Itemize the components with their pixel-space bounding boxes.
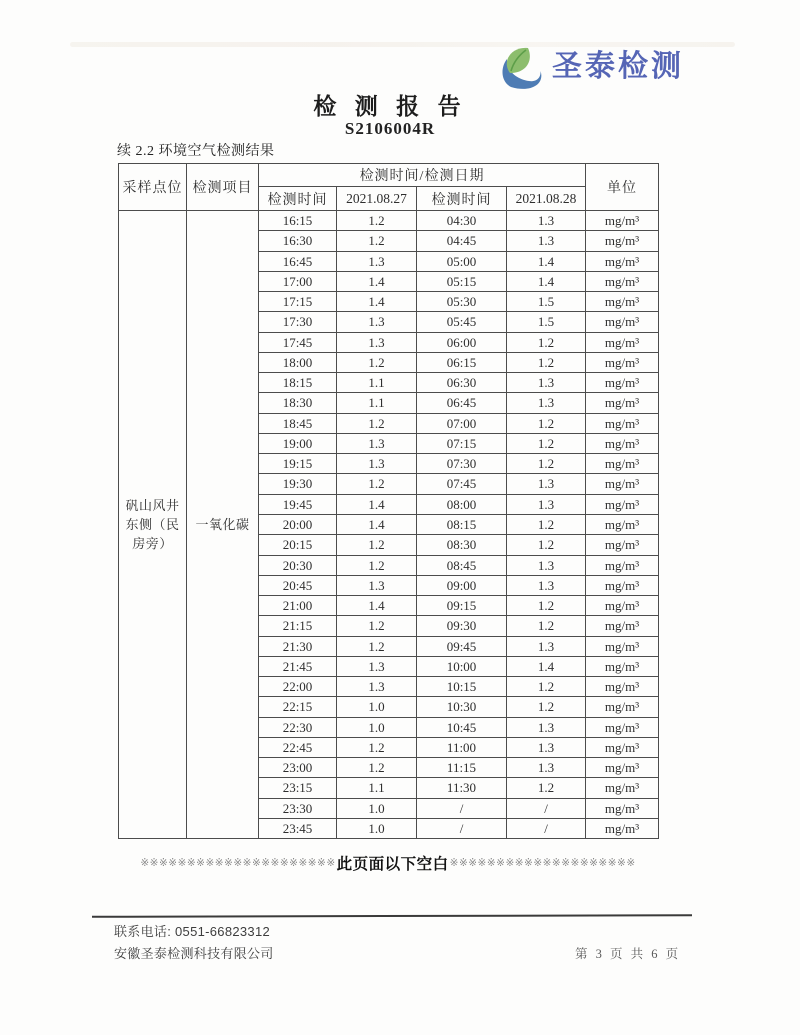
unit-cell: mg/m³ — [586, 413, 659, 433]
time-cell-2: / — [417, 798, 507, 818]
value-cell-2: 1.3 — [507, 737, 586, 757]
value-cell-2: 1.4 — [507, 656, 586, 676]
time-cell-2: 09:45 — [417, 636, 507, 656]
time-cell-2: 08:30 — [417, 535, 507, 555]
unit-cell: mg/m³ — [586, 656, 659, 676]
time-cell-2: 08:15 — [417, 514, 507, 534]
time-cell-1: 21:15 — [259, 616, 337, 636]
value-cell-2: 1.2 — [507, 616, 586, 636]
time-cell-1: 20:15 — [259, 535, 337, 555]
time-cell-2: 09:15 — [417, 596, 507, 616]
time-cell-2: 06:15 — [417, 352, 507, 372]
value-cell-2: 1.2 — [507, 514, 586, 534]
value-cell-1: 1.2 — [337, 535, 417, 555]
table-row — [119, 211, 659, 231]
time-cell-2: 10:00 — [417, 656, 507, 676]
value-cell-2: / — [507, 798, 586, 818]
value-cell-1: 1.1 — [337, 778, 417, 798]
value-cell-1: 1.2 — [337, 555, 417, 575]
time-cell-1: 22:45 — [259, 737, 337, 757]
time-cell-2: 06:30 — [417, 373, 507, 393]
time-cell-2: / — [417, 818, 507, 838]
unit-cell: mg/m³ — [586, 758, 659, 778]
value-cell-2: 1.2 — [507, 352, 586, 372]
value-cell-1: 1.2 — [337, 231, 417, 251]
unit-cell: mg/m³ — [586, 798, 659, 818]
value-cell-2: 1.2 — [507, 596, 586, 616]
unit-cell: mg/m³ — [586, 433, 659, 453]
value-cell-1: 1.2 — [337, 616, 417, 636]
footer-page-number: 第 3 页 共 6 页 — [575, 947, 681, 961]
value-cell-2: 1.3 — [507, 393, 586, 413]
value-cell-1: 1.2 — [337, 211, 417, 231]
time-cell-2: 10:30 — [417, 697, 507, 717]
time-cell-2: 06:45 — [417, 393, 507, 413]
value-cell-2: 1.2 — [507, 778, 586, 798]
value-cell-1: 1.2 — [337, 758, 417, 778]
time-cell-1: 23:15 — [259, 778, 337, 798]
value-cell-1: 1.3 — [337, 251, 417, 271]
time-cell-1: 16:15 — [259, 211, 337, 231]
table-body — [119, 211, 659, 839]
time-cell-2: 06:00 — [417, 332, 507, 352]
blank-below-label: 此页面以下空白 — [336, 856, 449, 873]
value-cell-2: 1.5 — [507, 312, 586, 332]
time-cell-2: 04:30 — [417, 211, 507, 231]
unit-cell: mg/m³ — [586, 454, 659, 474]
blank-below-notice — [110, 852, 666, 874]
value-cell-2: 1.3 — [507, 758, 586, 778]
company-logo — [498, 42, 684, 92]
unit-cell: mg/m³ — [586, 514, 659, 534]
unit-cell: mg/m³ — [586, 292, 659, 312]
leaf-logo-icon — [498, 42, 548, 92]
time-cell-1: 17:00 — [259, 271, 337, 291]
value-cell-1: 1.3 — [337, 433, 417, 453]
value-cell-2: 1.2 — [507, 413, 586, 433]
time-cell-2: 05:30 — [417, 292, 507, 312]
time-cell-1: 17:15 — [259, 292, 337, 312]
value-cell-2: 1.2 — [507, 677, 586, 697]
value-cell-2: 1.3 — [507, 494, 586, 514]
value-cell-1: 1.1 — [337, 393, 417, 413]
time-cell-2: 10:45 — [417, 717, 507, 737]
value-cell-2: 1.5 — [507, 292, 586, 312]
value-cell-2: 1.3 — [507, 373, 586, 393]
value-cell-1: 1.4 — [337, 494, 417, 514]
time-cell-1: 17:30 — [259, 312, 337, 332]
value-cell-1: 1.4 — [337, 596, 417, 616]
unit-cell: mg/m³ — [586, 251, 659, 271]
table-header-row-1 — [119, 164, 659, 187]
value-cell-2: / — [507, 818, 586, 838]
unit-cell: mg/m³ — [586, 717, 659, 737]
value-cell-1: 1.3 — [337, 312, 417, 332]
unit-cell: mg/m³ — [586, 494, 659, 514]
time-cell-2: 07:15 — [417, 433, 507, 453]
footer-phone: 联系电话: 0551-66823312 — [114, 924, 271, 939]
value-cell-2: 1.3 — [507, 575, 586, 595]
time-cell-1: 22:00 — [259, 677, 337, 697]
header-date-2: 2021.08.28 — [507, 187, 586, 211]
time-cell-1: 18:45 — [259, 413, 337, 433]
value-cell-2: 1.3 — [507, 231, 586, 251]
time-cell-2: 05:00 — [417, 251, 507, 271]
air-test-results-table — [118, 163, 659, 839]
value-cell-1: 1.3 — [337, 575, 417, 595]
unit-cell: mg/m³ — [586, 616, 659, 636]
test-item-value: 一氧化碳 — [187, 211, 259, 839]
time-cell-2: 08:45 — [417, 555, 507, 575]
time-cell-2: 08:00 — [417, 494, 507, 514]
time-cell-1: 19:45 — [259, 494, 337, 514]
value-cell-2: 1.3 — [507, 717, 586, 737]
unit-cell: mg/m³ — [586, 271, 659, 291]
unit-cell: mg/m³ — [586, 818, 659, 838]
header-time-date-group: 检测时间/检测日期 — [259, 164, 586, 187]
value-cell-1: 1.3 — [337, 656, 417, 676]
reference-marks-right: ※※※※※※※※※※※※※※※※※※※※ — [449, 857, 636, 869]
value-cell-2: 1.3 — [507, 555, 586, 575]
unit-cell: mg/m³ — [586, 474, 659, 494]
value-cell-1: 1.3 — [337, 677, 417, 697]
time-cell-2: 11:15 — [417, 758, 507, 778]
section-label: 续 2.2 环境空气检测结果 — [117, 144, 275, 159]
value-cell-2: 1.2 — [507, 332, 586, 352]
value-cell-2: 1.2 — [507, 697, 586, 717]
unit-cell: mg/m³ — [586, 555, 659, 575]
time-cell-1: 20:30 — [259, 555, 337, 575]
value-cell-2: 1.2 — [507, 454, 586, 474]
time-cell-1: 16:45 — [259, 251, 337, 271]
unit-cell: mg/m³ — [586, 312, 659, 332]
reference-marks-left: ※※※※※※※※※※※※※※※※※※※※※ — [140, 857, 336, 869]
value-cell-2: 1.3 — [507, 474, 586, 494]
time-cell-1: 18:30 — [259, 393, 337, 413]
time-cell-2: 09:30 — [417, 616, 507, 636]
time-cell-1: 23:30 — [259, 798, 337, 818]
unit-cell: mg/m³ — [586, 393, 659, 413]
value-cell-2: 1.4 — [507, 271, 586, 291]
value-cell-2: 1.4 — [507, 251, 586, 271]
time-cell-1: 21:45 — [259, 656, 337, 676]
time-cell-1: 16:30 — [259, 231, 337, 251]
unit-cell: mg/m³ — [586, 231, 659, 251]
value-cell-1: 1.3 — [337, 332, 417, 352]
time-cell-1: 20:00 — [259, 514, 337, 534]
value-cell-1: 1.3 — [337, 454, 417, 474]
time-cell-1: 19:00 — [259, 433, 337, 453]
value-cell-1: 1.0 — [337, 818, 417, 838]
value-cell-1: 1.1 — [337, 373, 417, 393]
unit-cell: mg/m³ — [586, 352, 659, 372]
time-cell-2: 10:15 — [417, 677, 507, 697]
time-cell-1: 22:15 — [259, 697, 337, 717]
value-cell-1: 1.2 — [337, 352, 417, 372]
header-date-1: 2021.08.27 — [337, 187, 417, 211]
value-cell-1: 1.4 — [337, 292, 417, 312]
time-cell-2: 04:45 — [417, 231, 507, 251]
unit-cell: mg/m³ — [586, 373, 659, 393]
value-cell-2: 1.2 — [507, 535, 586, 555]
value-cell-1: 1.0 — [337, 798, 417, 818]
time-cell-2: 09:00 — [417, 575, 507, 595]
footer-company: 安徽圣泰检测科技有限公司 — [114, 946, 274, 961]
header-unit: 单位 — [586, 164, 659, 211]
time-cell-2: 07:45 — [417, 474, 507, 494]
value-cell-2: 1.3 — [507, 211, 586, 231]
header-test-item: 检测项目 — [187, 164, 259, 211]
time-cell-1: 18:15 — [259, 373, 337, 393]
time-cell-1: 19:30 — [259, 474, 337, 494]
unit-cell: mg/m³ — [586, 737, 659, 757]
time-cell-1: 23:00 — [259, 758, 337, 778]
time-cell-1: 23:45 — [259, 818, 337, 838]
time-cell-1: 20:45 — [259, 575, 337, 595]
value-cell-1: 1.2 — [337, 474, 417, 494]
unit-cell: mg/m³ — [586, 636, 659, 656]
value-cell-2: 1.3 — [507, 636, 586, 656]
unit-cell: mg/m³ — [586, 332, 659, 352]
value-cell-2: 1.2 — [507, 433, 586, 453]
value-cell-1: 1.4 — [337, 271, 417, 291]
value-cell-1: 1.2 — [337, 636, 417, 656]
sampling-point-value: 矾山风井东侧（民房旁） — [119, 211, 187, 839]
time-cell-1: 18:00 — [259, 352, 337, 372]
time-cell-1: 17:45 — [259, 332, 337, 352]
time-cell-2: 07:30 — [417, 454, 507, 474]
page-title: 检 测 报 告 — [313, 93, 467, 119]
time-cell-2: 11:30 — [417, 778, 507, 798]
time-cell-2: 07:00 — [417, 413, 507, 433]
unit-cell: mg/m³ — [586, 575, 659, 595]
value-cell-1: 1.0 — [337, 697, 417, 717]
time-cell-2: 05:45 — [417, 312, 507, 332]
unit-cell: mg/m³ — [586, 211, 659, 231]
unit-cell: mg/m³ — [586, 535, 659, 555]
value-cell-1: 1.2 — [337, 413, 417, 433]
time-cell-1: 21:30 — [259, 636, 337, 656]
unit-cell: mg/m³ — [586, 596, 659, 616]
time-cell-2: 11:00 — [417, 737, 507, 757]
value-cell-1: 1.2 — [337, 737, 417, 757]
time-cell-1: 21:00 — [259, 596, 337, 616]
unit-cell: mg/m³ — [586, 697, 659, 717]
logo-text: 圣泰检测 — [552, 50, 684, 83]
unit-cell: mg/m³ — [586, 677, 659, 697]
footer-divider — [92, 914, 692, 918]
value-cell-1: 1.0 — [337, 717, 417, 737]
header-time-1: 检测时间 — [259, 187, 337, 211]
report-number: S2106004R — [344, 119, 436, 138]
unit-cell: mg/m³ — [586, 778, 659, 798]
time-cell-1: 22:30 — [259, 717, 337, 737]
time-cell-1: 19:15 — [259, 454, 337, 474]
value-cell-1: 1.4 — [337, 514, 417, 534]
header-time-2: 检测时间 — [417, 187, 507, 211]
time-cell-2: 05:15 — [417, 271, 507, 291]
header-sampling-point: 采样点位 — [119, 164, 187, 211]
